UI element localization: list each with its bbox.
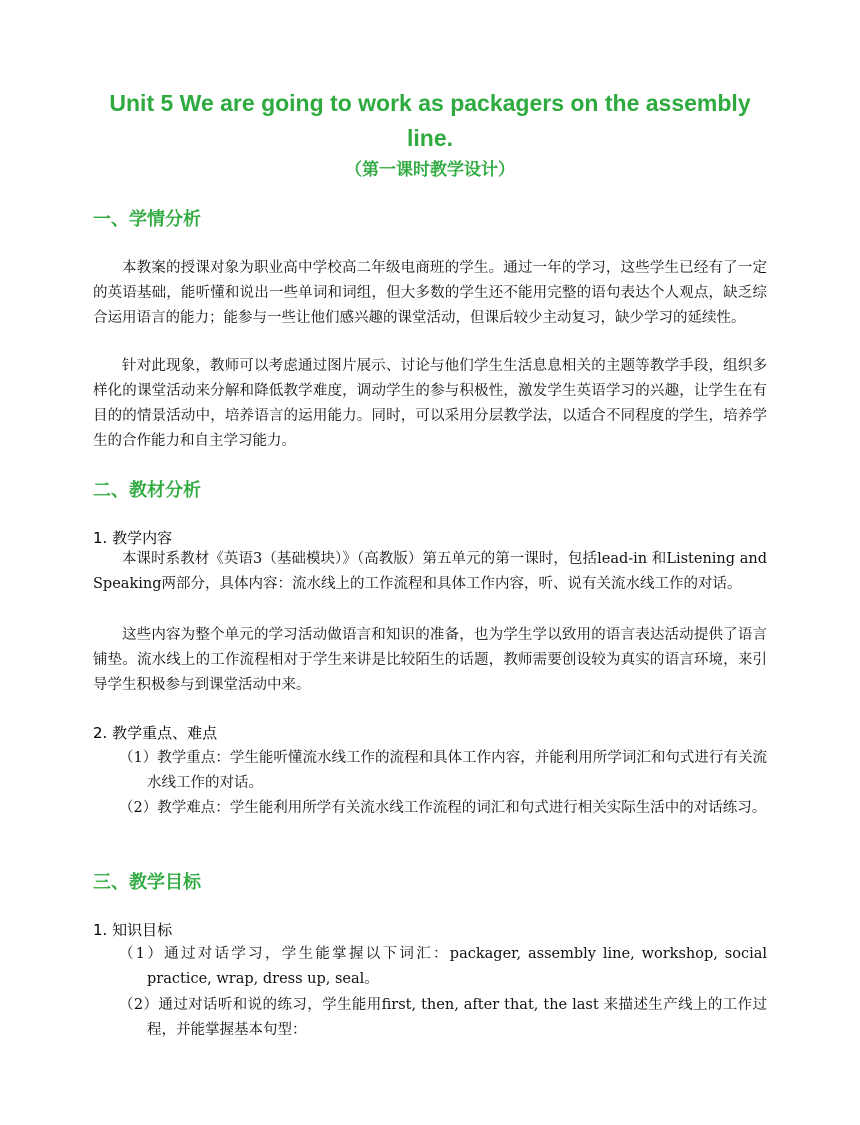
paragraph: 本教案的授课对象为职业高中学校高二年级电商班的学生。通过一年的学习，这些学生已经有了一定的英语基础，能听懂和说出一些单词和词组，但大多数的学生还不能用完整的语句表达个人观点，缺乏综合运用语言的能力；能参与一些让他们感兴趣的课堂活动，但课后较少主动复习，缺少学习的延续性。 [93,260,767,326]
paragraph: 本课时系教材《英语3（基础模块）》（高教版）第五单元的第一课时，包括lead-in 和Listening and Speaking两部分，具体内容：流水线上的工作流程和具体工作内容，听、说有关流水线工作的对话。 [93,551,767,592]
subsection-heading-key-points: 2. 教学重点、难点 [93,724,218,742]
list-item: （1）通过对话学习，学生能掌握以下词汇：packager, assembly line, workshop, social practice, wrap, dress up, seal。 [119,946,767,987]
list-item: （1）教学重点：学生能听懂流水线工作的流程和具体工作内容，并能利用所学词汇和句式进行有关流水线工作的对话。 [119,750,767,791]
list-item: （2）通过对话听和说的练习，学生能用first, then, after that, the last 来描述生产线上的工作过程，并能掌握基本句型： [119,997,767,1038]
paragraph: 这些内容为整个单元的学习活动做语言和知识的准备，也为学生学以致用的语言表达活动提供了语言铺垫。流水线上的工作流程相对于学生来讲是比较陌生的话题，教师需要创设较为真实的语言环境，来引导学生积极参与到课堂活动中来。 [93,627,767,693]
subsection-heading-knowledge-objectives: 1. 知识目标 [93,921,173,939]
list-item: （2）教学难点：学生能利用所学有关流水线工作流程的词汇和句式进行相关实际生活中的对话练习。 [119,800,767,816]
section-heading-textbook-analysis: 二、教材分析 [93,480,201,501]
section-heading-teaching-objectives: 三、教学目标 [93,872,201,893]
subsection-heading-teaching-content: 1. 教学内容 [93,529,173,547]
section-heading-learner-analysis: 一、学情分析 [93,209,201,230]
document-title: Unit 5 We are going to work as packagers on the assembly line. [109,90,751,151]
paragraph: 针对此现象，教师可以考虑通过图片展示、讨论与他们学生生活息息相关的主题等教学手段，组织多样化的课堂活动来分解和降低教学难度，调动学生的参与积极性，激发学生英语学习的兴趣，让学生在有目的的情景活动中，培养语言的运用能力。同时，可以采用分层教学法，以适合不同程度的学生，培养学生的合作能力和自主学习能力。 [93,358,767,449]
document-subtitle: （第一课时教学设计） [345,160,515,180]
